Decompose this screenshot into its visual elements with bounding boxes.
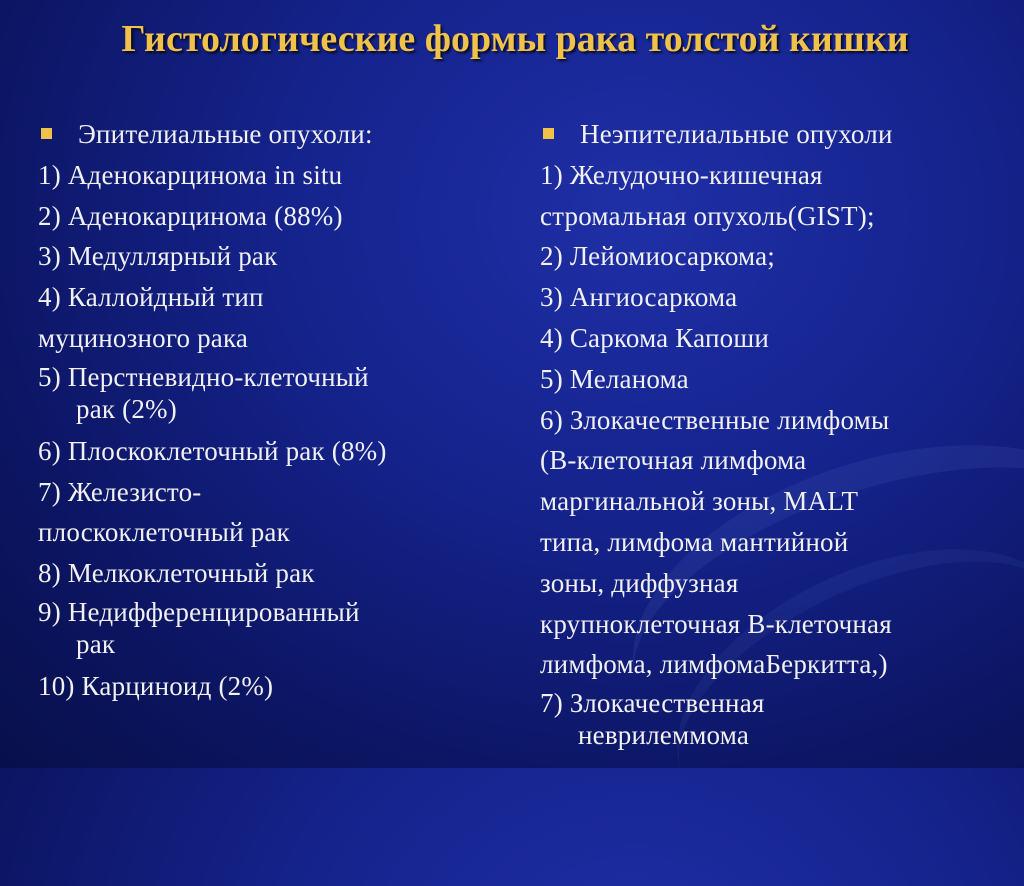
list-item: 3) Ангиосаркома (540, 282, 738, 313)
square-bullet-icon (41, 128, 52, 139)
list-item (38, 596, 508, 660)
list-item-continuation: рак (76, 628, 116, 659)
list-item: зоны, диффузная (540, 567, 739, 598)
list-item (38, 361, 508, 425)
list-item-continuation: рак (2%) (76, 393, 177, 424)
list-item: лимфома, лимфомаБеркитта,) (540, 649, 888, 680)
non-epithelial-heading (540, 114, 1010, 155)
list-item: 1) Аденокарцинома in situ (38, 159, 343, 190)
slide-title: Гистологические формы рака толстой кишки (121, 18, 909, 60)
epithelial-tumors-column (38, 114, 508, 707)
list-item: (В-клеточная лимфома (540, 445, 807, 476)
non-epithelial-heading-text: Неэпителиальные опухоли (580, 119, 893, 149)
list-item-continuation: неврилеммома (578, 720, 750, 751)
list-item: 2) Лейомиосаркома; (540, 241, 776, 272)
list-item: крупноклеточная В-клеточная (540, 608, 892, 639)
list-item-line: 5) Перстневидно-клеточный (38, 361, 369, 392)
list-item: плоскоклеточный рак (38, 517, 290, 548)
list-item: 10) Карциноид (2%) (38, 670, 274, 701)
epithelial-heading-text: Эпителиальные опухоли: (78, 119, 373, 149)
list-item-line: 7) Злокачественная (540, 688, 765, 719)
list-item: 1) Желудочно-кишечная (540, 159, 823, 190)
list-item: 4) Саркома Капоши (540, 322, 769, 353)
list-item: маргинальной зоны, MALT (540, 486, 859, 517)
non-epithelial-tumors-column (540, 114, 1010, 757)
list-item: 6) Злокачественные лимфомы (540, 404, 890, 435)
list-item-line: 9) Недифференцированный (38, 596, 360, 627)
list-item: стромальная опухоль(GIST); (540, 200, 875, 231)
list-item: 2) Аденокарцинома (88%) (38, 200, 343, 231)
square-bullet-icon (543, 128, 554, 139)
list-item: 5) Меланома (540, 363, 689, 394)
list-item: 3) Медуллярный рак (38, 241, 278, 272)
list-item: 8) Мелкоклеточный рак (38, 558, 315, 589)
list-item (540, 687, 1010, 751)
list-item: 4) Каллойдный тип (38, 282, 264, 313)
list-item: 7) Железисто- (38, 476, 202, 507)
list-item: 6) Плоскоклеточный рак (8%) (38, 435, 387, 466)
list-item: типа, лимфома мантийной (540, 526, 849, 557)
epithelial-heading (38, 114, 508, 155)
list-item: муцинозного рака (38, 322, 249, 353)
